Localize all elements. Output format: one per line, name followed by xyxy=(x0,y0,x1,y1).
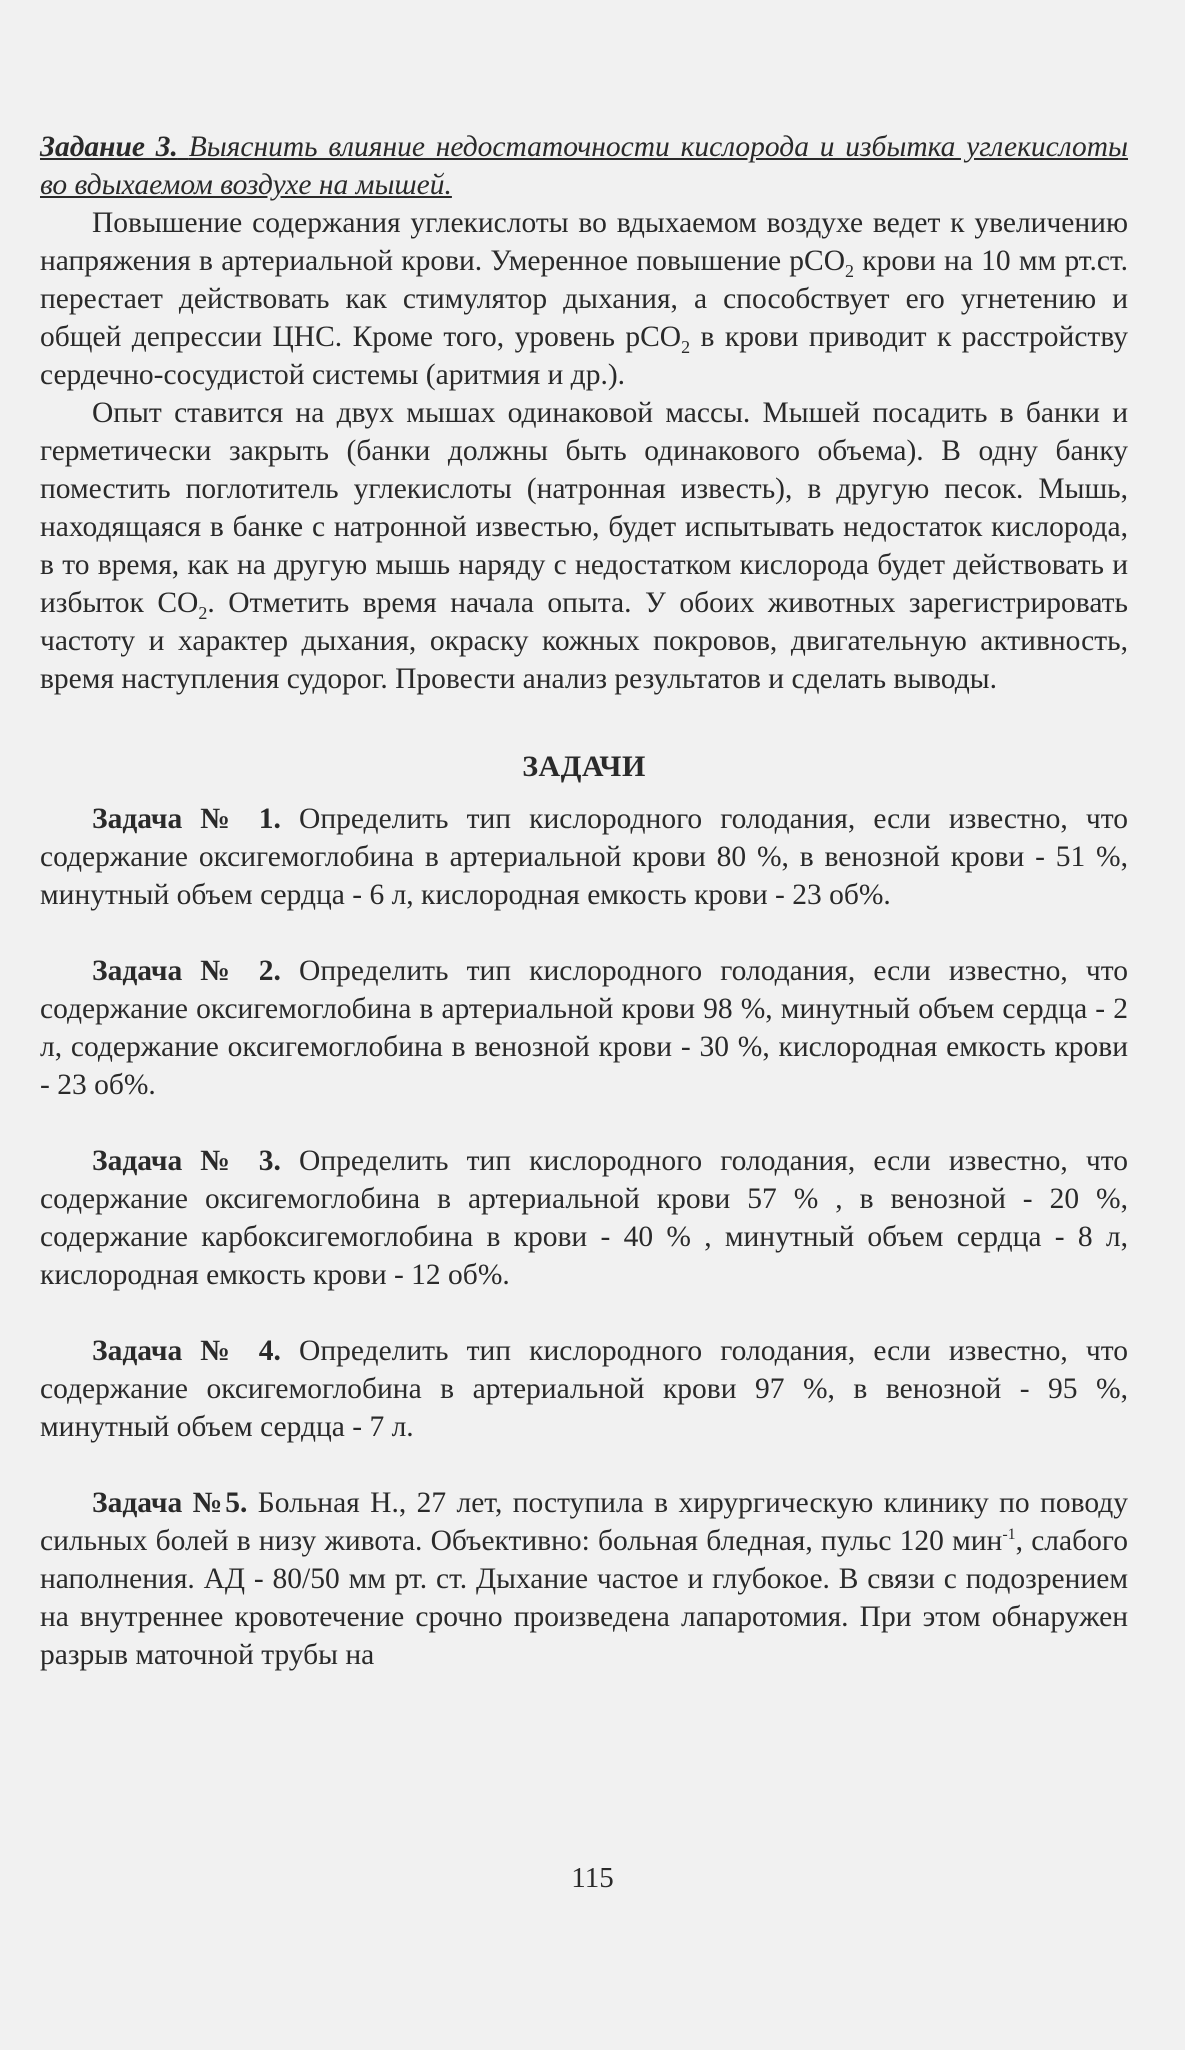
assignment-label: Задание 3. xyxy=(40,131,178,163)
paragraph-1-part-b: крови на 10 мм рт.ст. перестает действовать как стимулятор дыхания, а способствует его угнетению и общей депрессии ЦНС. Кроме того, уровень pCO xyxy=(40,245,1128,353)
task-text: Определить тип кислородного голодания, если известно, что содержание оксигемоглобина в артериальной крови 57 % , в венозной - 20 %, содержание карбоксигемоглобина в крови - 40 % , минутный объем сердца - 8 л, кислородная емкость крови - 12 об%. xyxy=(40,1145,1129,1291)
subscript-2: 2 xyxy=(845,260,855,281)
assignment-heading xyxy=(40,128,1128,204)
task-1 xyxy=(40,800,1128,914)
task-text-part-a: Больная Н., 27 лет, поступила в хирургическую клинику по поводу сильных болей в низу живота. Объективно: больная бледная, пульс 120 мин xyxy=(40,1487,1128,1557)
task-label: Задача № 4. xyxy=(92,1335,281,1367)
superscript-minus-one: -1 xyxy=(1002,1526,1016,1544)
task-text: Определить тип кислородного голодания, если известно, что содержание оксигемоглобина в артериальной крови 98 %, минутный объем сердца - 2 л, содержание оксигемоглобина в венозной крови - 30 %, кислородная емкость крови - 23 об%. xyxy=(40,955,1129,1101)
task-label: Задача №5. xyxy=(92,1487,248,1519)
paragraph-1 xyxy=(40,204,1128,394)
paragraph-1-part-c: в крови приводит к расстройству сердечно-сосудистой системы (аритмия и др.). xyxy=(40,321,1128,391)
task-label: Задача № 3. xyxy=(92,1145,281,1177)
task-text-part-b: , слабого наполнения. АД - 80/50 мм рт. ст. Дыхание частое и глубокое. В связи с подозрением на внутреннее кровотечение срочно произведена лапаротомия. При этом обнаружен разрыв маточной трубы на xyxy=(40,1525,1128,1671)
paragraph-2-part-a: Опыт ставится на двух мышах одинаковой массы. Мышей посадить в банки и герметически закрыть (банки должны быть одинакового объема). В одну банку поместить поглотитель углекислоты (натронная известь), в другую песок. Мышь, находящаяся в банке с натронной известью, будет испытывать недостаток кислорода, в то время, как на другую мышь наряду с недостатком кислорода будет действовать и избыток CO xyxy=(40,397,1128,619)
subscript-2: 2 xyxy=(198,602,208,623)
paragraph-2 xyxy=(40,394,1128,698)
paragraph-2-part-b: . Отметить время начала опыта. У обоих животных зарегистрировать частоту и характер дыхания, окраску кожных покровов, двигательную активность, время наступления судорог. Провести анализ результатов и сделать выводы. xyxy=(40,587,1128,695)
task-label: Задача № 1. xyxy=(92,803,281,835)
task-3 xyxy=(40,1142,1128,1294)
task-2 xyxy=(40,952,1128,1104)
paragraph-1-part-a: Повышение содержания углекислоты во вдыхаемом воздухе ведет к увеличению напряжения в артериальной крови. Умеренное повышение pCO xyxy=(40,207,1128,277)
task-4 xyxy=(40,1332,1128,1446)
task-text: Определить тип кислородного голодания, если известно, что содержание оксигемоглобина в артериальной крови 97 %, в венозной - 95 %, минутный объем сердца - 7 л. xyxy=(40,1335,1129,1443)
subscript-2: 2 xyxy=(681,336,691,357)
page-number: 115 xyxy=(571,1862,614,1894)
task-text: Определить тип кислородного голодания, если известно, что содержание оксигемоглобина в артериальной крови 80 %, в венозной крови - 51 %, минутный объем сердца - 6 л, кислородная емкость крови - 23 об%. xyxy=(40,803,1129,911)
task-label: Задача № 2. xyxy=(92,955,281,987)
section-title: ЗАДАЧИ xyxy=(522,750,646,783)
assignment-title: Выяснить влияние недостаточности кислорода и избытка углекислоты во вдыхаемом воздухе на мышей. xyxy=(40,131,1129,201)
task-5 xyxy=(40,1484,1128,1674)
